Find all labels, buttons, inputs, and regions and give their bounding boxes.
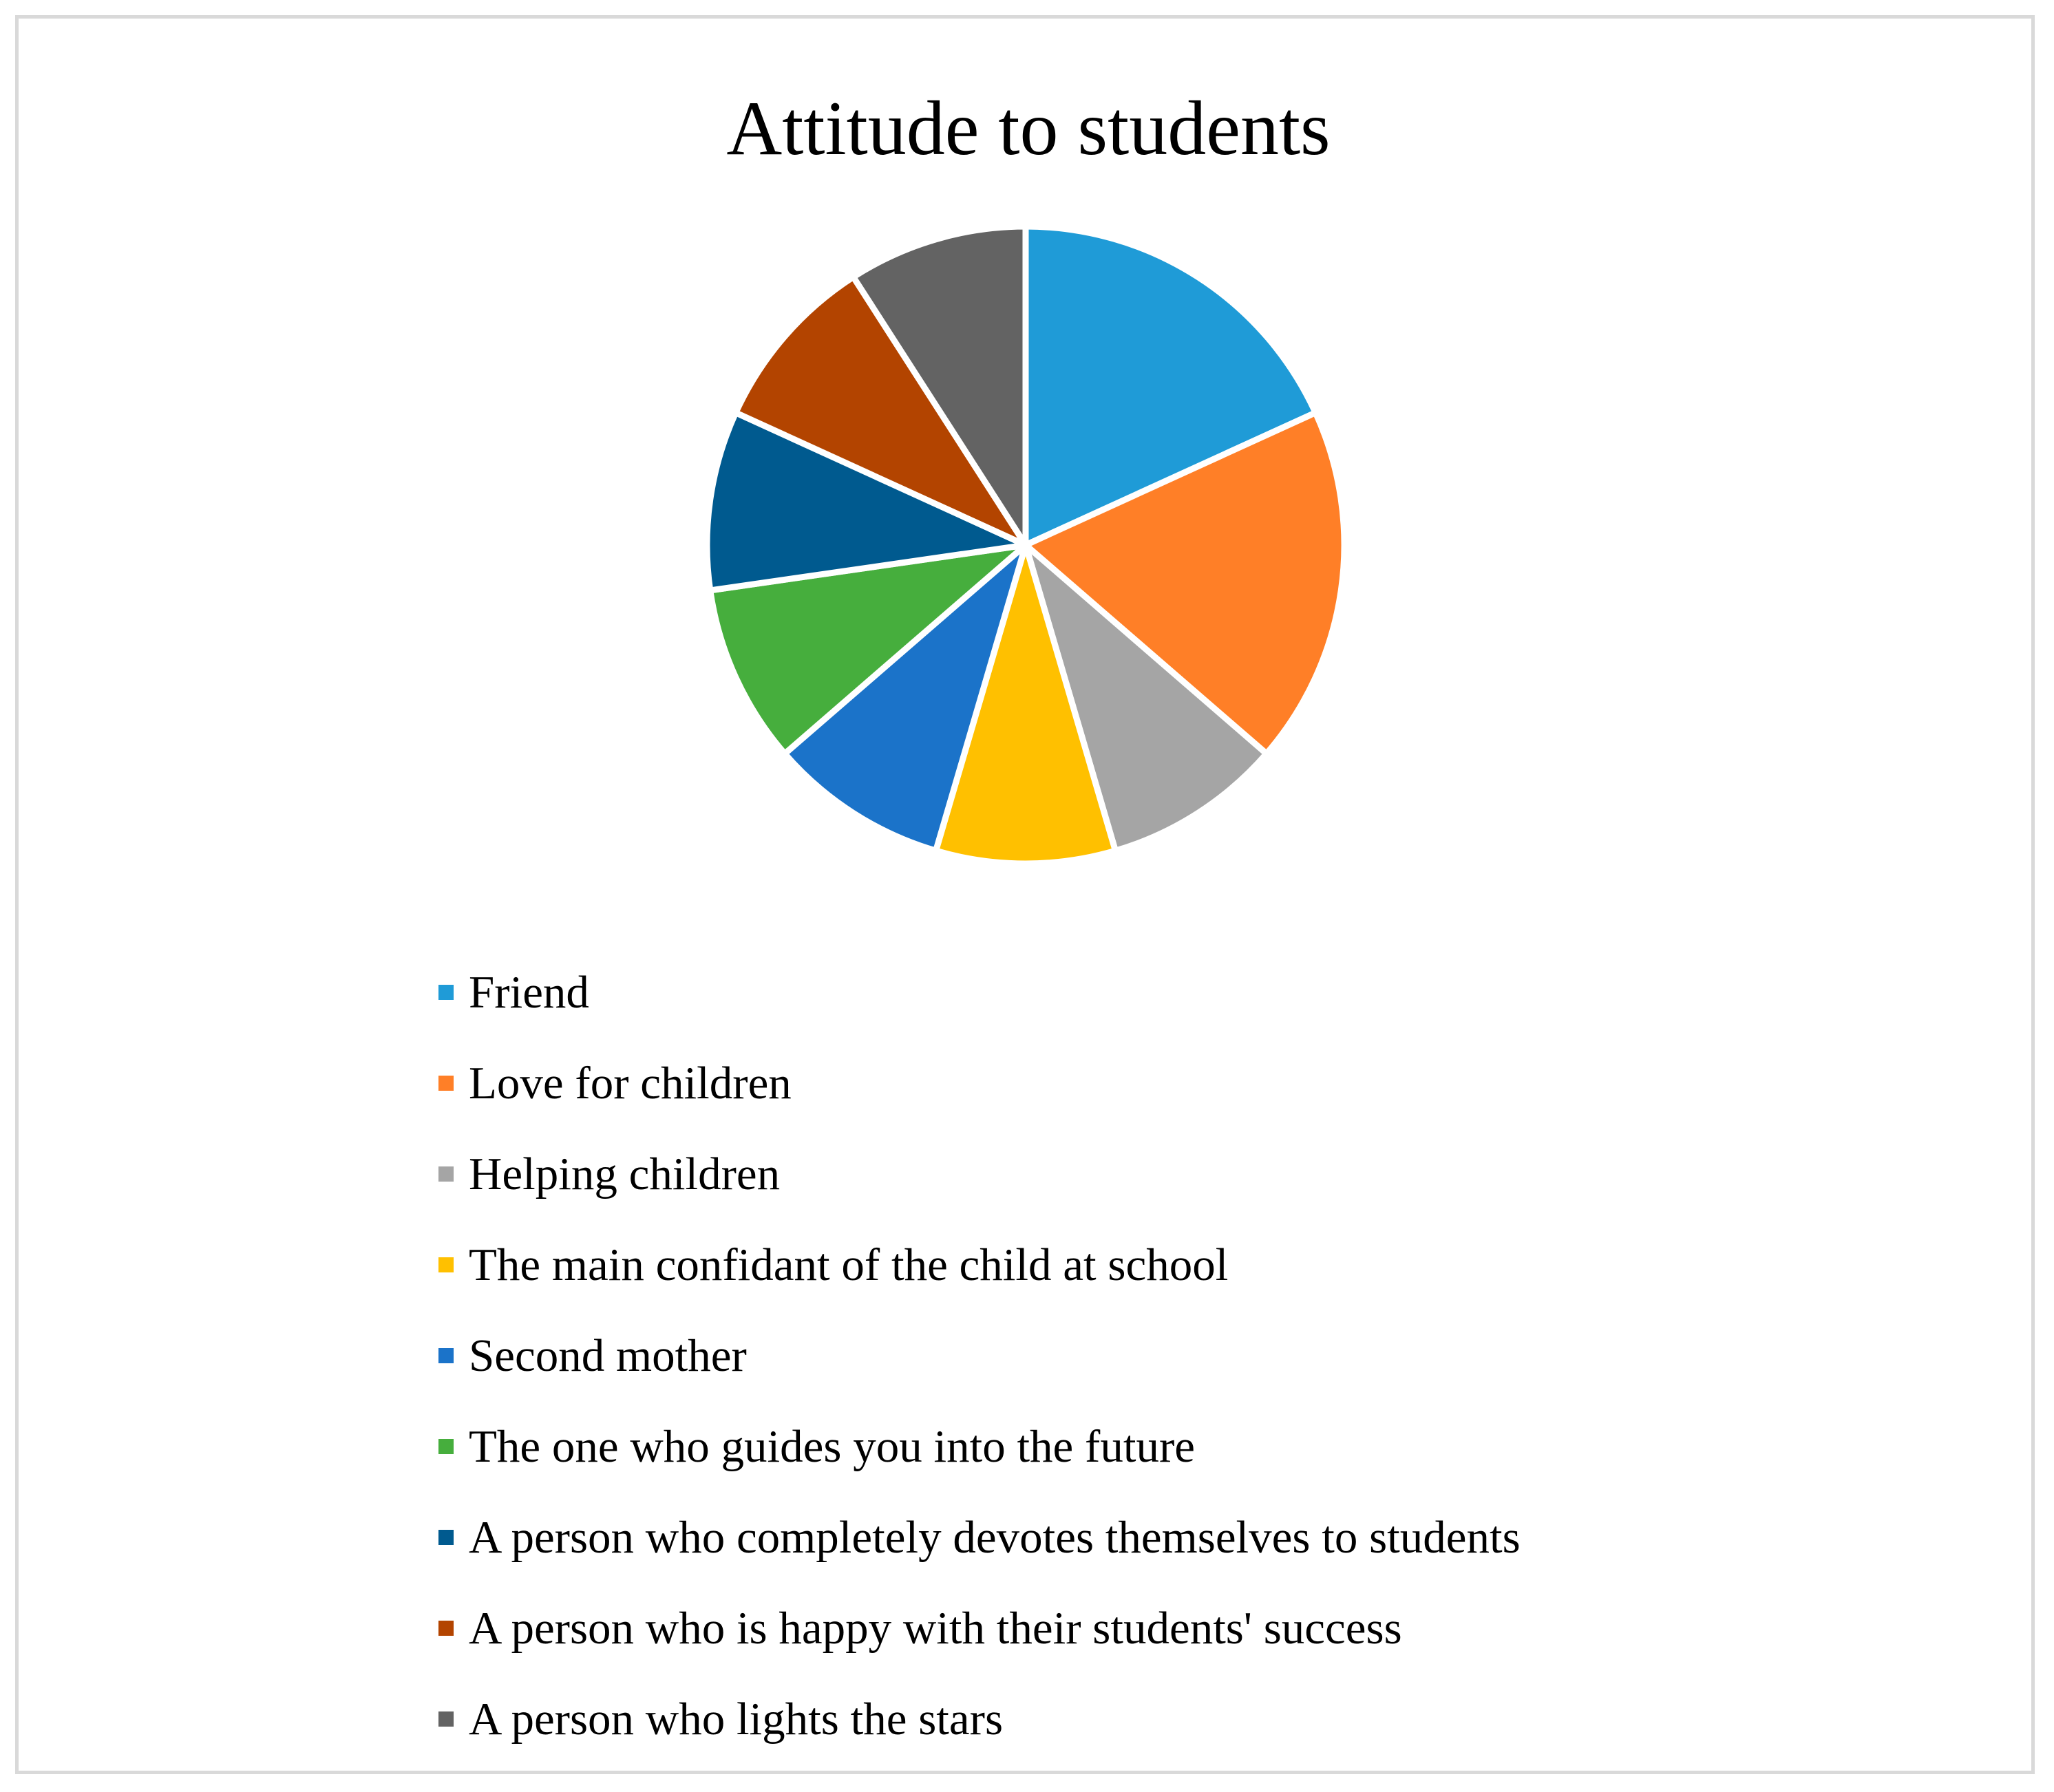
legend-label: Helping children	[469, 1149, 781, 1199]
legend-swatch	[438, 1439, 454, 1454]
legend-label: Love for children	[469, 1058, 792, 1109]
legend-item-a-person-who-completely-devotes-themselves-to-students	[438, 1500, 1521, 1575]
legend-swatch	[438, 1257, 454, 1272]
legend-item-friend	[438, 954, 589, 1030]
legend-item-a-person-who-is-happy-with-their-students-success	[438, 1590, 1402, 1666]
legend-swatch	[438, 1348, 454, 1363]
legend-swatch	[438, 1621, 454, 1636]
legend-swatch	[438, 985, 454, 1000]
legend-item-the-main-confidant-of-the-child-at-school	[438, 1227, 1228, 1303]
legend-item-second-mother	[438, 1318, 747, 1394]
legend-item-a-person-who-lights-the-stars	[438, 1681, 1003, 1757]
legend-item-the-one-who-guides-you-into-the-future	[438, 1409, 1195, 1484]
legend-label: A person who lights the stars	[469, 1694, 1004, 1745]
chart-frame	[15, 15, 2035, 1774]
legend-label: A person who is happy with their students' success	[469, 1603, 1402, 1654]
legend-swatch	[438, 1530, 454, 1545]
legend-label: A person who completely devotes themselves to students	[469, 1512, 1521, 1563]
chart-title: Attitude to students	[726, 86, 1331, 171]
legend-label: Friend	[469, 967, 589, 1018]
legend-label: The one who guides you into the future	[469, 1421, 1196, 1472]
legend-swatch	[438, 1711, 454, 1727]
legend-swatch	[438, 1166, 454, 1182]
legend-item-helping-children	[438, 1136, 780, 1212]
legend-item-love-for-children	[438, 1045, 792, 1121]
legend-swatch	[438, 1076, 454, 1091]
legend-label: Second mother	[469, 1330, 747, 1381]
legend-label: The main confidant of the child at school	[469, 1239, 1229, 1290]
